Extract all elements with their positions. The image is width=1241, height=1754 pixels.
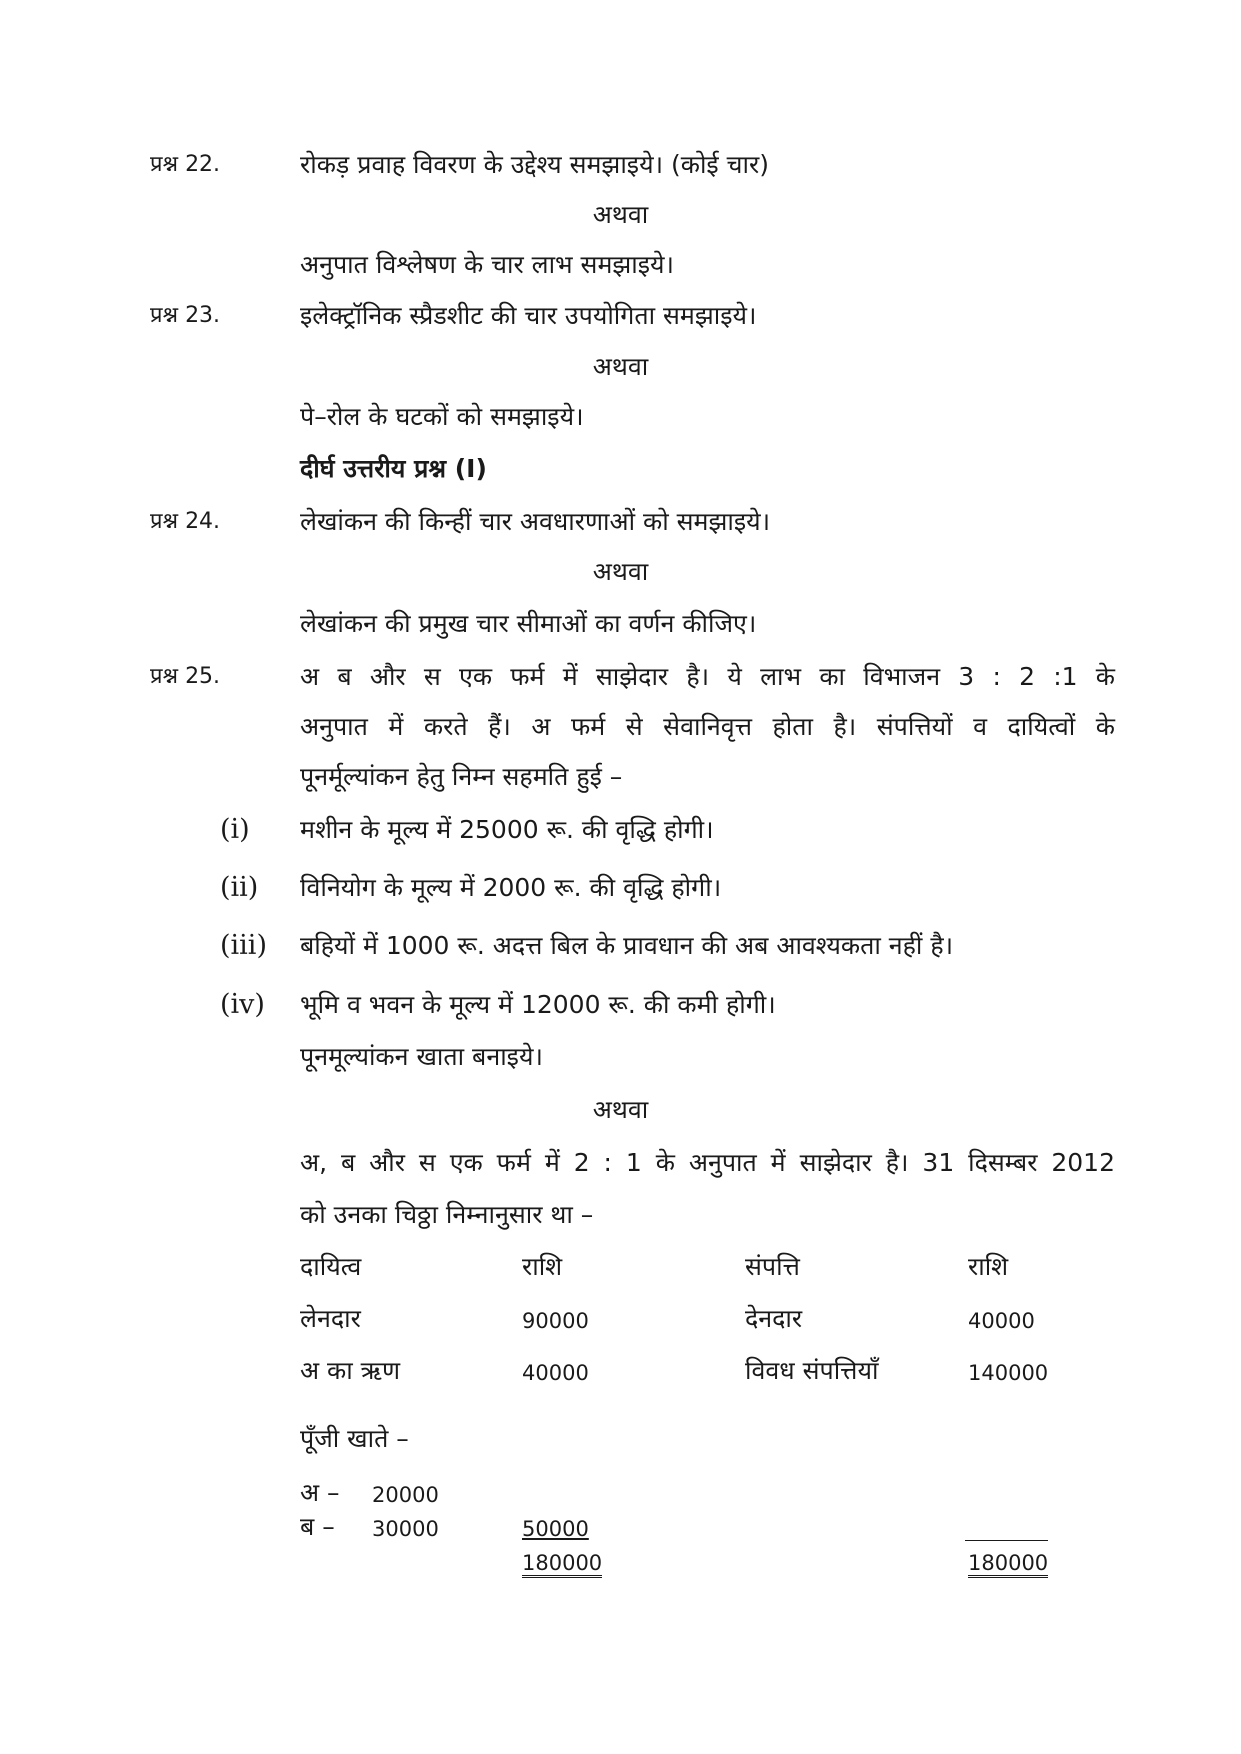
bs-capital-a-value: 20000 [372,1483,439,1507]
bs-total-right-value: 180000 [968,1551,1048,1578]
q25-item-4-number: (iv) [220,989,265,1020]
q25-item-4-text: भूमि व भवन के मूल्य में 12000 रू. की कमी होगी। [300,990,776,1019]
q25-line-3: पूनर्मूल्यांकन हेतु निम्न सहमति हुई – [300,762,623,791]
q25-item-1-number: (i) [220,814,250,845]
bs-header-amount-left: राशि [522,1252,563,1281]
q23-or: अथवा [592,352,649,381]
bs-row-2-amount-right: 140000 [968,1361,1049,1385]
q25-label: प्रश्न 25. [150,664,221,689]
q22-or: अथवा [592,200,649,229]
bs-row-1-asset: देनदार [745,1304,803,1333]
q25-instruction: पूनमूल्यांकन खाता बनाइये। [300,1042,543,1071]
q23-text: इलेक्ट्रॉनिक स्प्रैडशीट की चार उपयोगिता समझाइये। [300,301,757,330]
q24-alt-text: लेखांकन की प्रमुख चार सीमाओं का वर्णन कीजिए। [300,609,757,638]
q22-alt-text: अनुपात विश्लेषण के चार लाभ समझाइये। [300,250,675,279]
bs-total-left-value: 180000 [522,1551,602,1578]
q25-line-1: अ ब और स एक फर्म में साझेदार है। ये लाभ का विभाजन 3 : 2 :1 के [300,662,1115,691]
q25-item-3-text: बहियों में 1000 रू. अदत्त बिल के प्रावधान की अब आवश्यकता नहीं है। [300,931,954,960]
bs-row-1-amount-right: 40000 [968,1309,1035,1333]
bs-row-1-liability: लेनदार [300,1304,361,1333]
bs-total-right [968,1546,1048,1580]
q23-label: प्रश्न 23. [150,303,221,328]
q24-label: प्रश्न 24. [150,509,221,534]
bs-header-amount-right: राशि [968,1252,1009,1281]
q22-text: रोकड़ प्रवाह विवरण के उद्देश्य समझाइये। (कोई चार) [300,150,769,179]
q22-label: प्रश्न 22. [150,152,221,177]
q25-line-2: अनुपात में करते हैं। अ फर्म से सेवानिवृत्त होता है। संपत्तियों व दायित्वों के [300,712,1115,741]
section-heading: दीर्घ उत्तरीय प्रश्न (I) [300,454,487,483]
q24-text: लेखांकन की किन्हीं चार अवधारणाओं को समझाइये। [300,507,771,536]
bs-capital-a-name: अ – [300,1478,340,1507]
bs-row-2-liability: अ का ऋण [300,1356,401,1385]
bs-row-2-asset: विवध संपत्तियाँ [745,1356,879,1385]
bs-row-1-amount-left: 90000 [522,1309,589,1333]
bs-right-total-rule [965,1540,1048,1541]
q25-alt-line-2: को उनका चिठ्ठा निम्नानुसार था – [300,1200,594,1229]
q24-or: अथवा [592,557,649,586]
bs-capital-b-name: ब – [300,1512,335,1541]
q25-item-2-text: विनियोग के मूल्य में 2000 रू. की वृद्धि होगी। [300,873,722,902]
bs-capital-label: पूँजी खाते – [300,1424,409,1453]
q25-or: अथवा [592,1095,649,1124]
q25-item-2-number: (ii) [220,872,259,903]
q25-item-1-text: मशीन के मूल्य में 25000 रू. की वृद्धि होगी। [300,815,714,844]
bs-capital-b-value: 30000 [372,1517,439,1541]
bs-row-2-amount-left: 40000 [522,1361,589,1385]
bs-total-left [522,1546,602,1580]
bs-header-liability: दायित्व [300,1252,362,1281]
bs-capital-total: 50000 [522,1517,589,1541]
q25-item-3-number: (iii) [220,930,267,961]
q25-alt-line-1: अ, ब और स एक फर्म में 2 : 1 के अनुपात में साझेदार है। 31 दिसम्बर 2012 [300,1148,1115,1177]
q23-alt-text: पे–रोल के घटकों को समझाइये। [300,402,584,431]
bs-header-asset: संपत्ति [745,1252,800,1281]
